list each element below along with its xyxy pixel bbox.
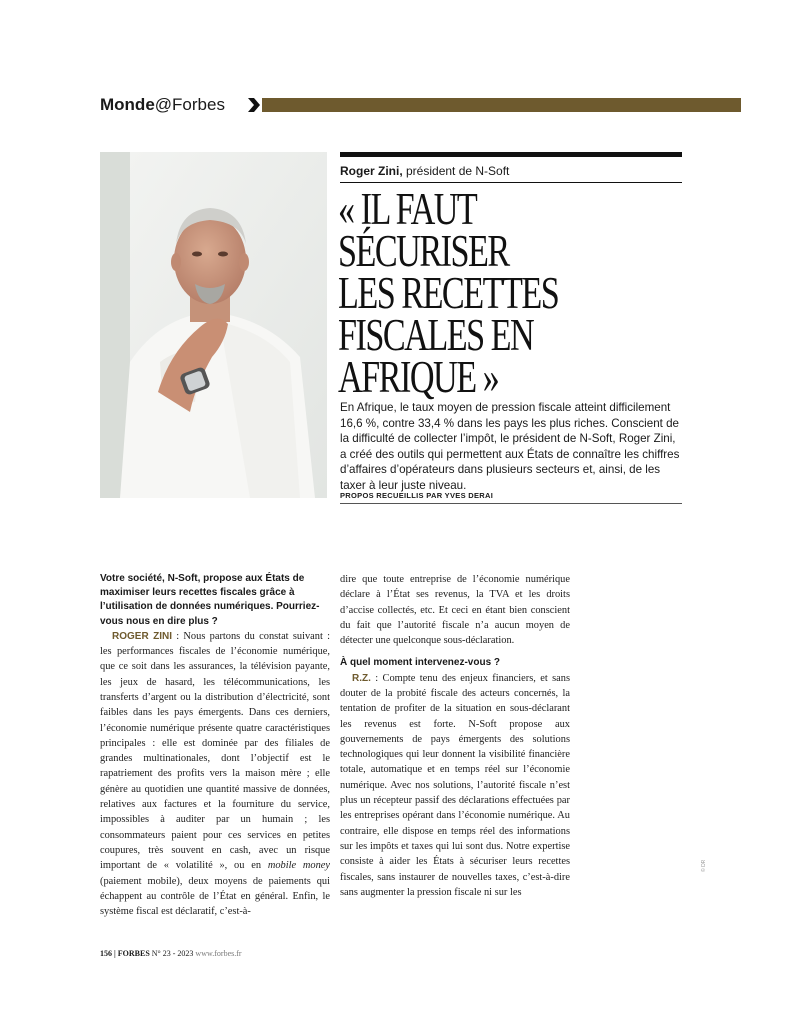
credit-rule [340,503,682,504]
question-2: À quel moment intervenez-vous ? [340,657,501,669]
section-header [100,94,741,116]
headline-line: « IL FAUT [338,184,477,234]
byline-role: président de N-Soft [402,164,510,178]
headline-line: LES RECETTES [338,268,559,318]
speaker-label: ROGER ZINI [112,630,173,642]
answer-2 [340,671,570,900]
page-footer [100,949,242,958]
byline-name: Roger Zini, [340,164,403,178]
answer-1-continued: dire que toute entreprise de l’économie numérique déclare à l’État ses revenus, la TVA et les droits d’accise collectés, etc. Et ceci en étant bien conscient du fait que l’autorité fiscale n’a aucun moyen de détecter une quelconque sous-déclaration. [340,574,570,647]
headline-top-rule [340,152,682,157]
byline-rule [340,182,682,183]
photo-credit: © DR [701,859,707,872]
footer-url: www.forbes.fr [195,949,242,958]
section-brand [100,94,225,116]
article-intro: En Afrique, le taux moyen de pression fiscale atteint difficilement 16,6 %, contre 33,4 % dans les pays les plus riches. Conscient de la difficulté de collecter l’impôt, le président de N-Soft, Roger Zini, a créé des outils qui permettent aux États de connaître les chiffres d’affaires d’opérateurs dans plusieurs secteurs et, ainsi, de les taxer à leur juste niveau. [340,401,680,492]
article-headline [338,184,612,402]
body-column-1 [100,572,330,919]
question-1: Votre société, N-Soft, propose aux États de maximiser leurs recettes fiscales grâce à l’utilisation de données numériques. Pourriez-vous nous en dire plus ? [100,573,320,627]
portrait-photo [100,152,327,498]
brand-bold: Monde [100,95,155,114]
header-rule [262,98,741,112]
byline [340,164,509,178]
portrait-illustration [100,152,327,498]
page-number: 156 | FORBES [100,949,150,958]
answer-2-text: : Compte tenu des enjeux financiers, et sans douter de la probité fiscale des acteurs concernés, la tentation de profiter de la situation en sous-déclarant les revenus est forte. N-Soft propose aux gouvernements de pays émergents des solutions technologiques qui leur donnent la visibilité financière totale, automatique et en temps réel sur l’économie numérique. Avec nos solutions, l’autorité fiscale n’est plus un récepteur passif des déclarations effectuées par les entreprises opérant dans l’économie numérique. Au contraire, elle dispose en temps réel des informations sur les impôts et taxes qui lui sont dus. Notre expertise consiste à aider les États à sécuriser leurs recettes fiscales, sans instaurer de nouvelles taxes, c’est-à-dire sans augmenter la pression fiscale ni sur les [340,672,570,898]
brand-light: @Forbes [154,95,225,114]
answer-1 [100,629,330,920]
interview-credit: PROPOS RECUEILLIS PAR YVES DERAI [340,491,494,500]
headline-line: FISCALES EN [338,310,534,360]
issue-number: N° 23 - 2023 [149,949,196,958]
answer-1-text-a: : Nous partons du constat suivant : les performances fiscales de l’économie numérique, que ce soit dans les assurances, la télévision payante, les jeux de hasard, les télécommunications, les transferts d’argent ou la distribution d’électricité, sont faibles dans les pays émergents. Dans ces derniers, l’économie numérique présente quatre caractéristiques principales : elle est dominée par des filiales de grandes multinationales, dont l’objectif est le rapatriement des profits vers la maison mère ; elle génère au quotidien une quantité massive de données, relatives aux factures et la fourniture du service, impossibles à auditer par un humain ; les consommateurs paient pour ces services en petites coupures, très souvent en cash, avec un risque important de « volatilité », ou en [100,630,330,872]
chevron-right-icon [248,98,260,112]
headline-line: SÉCURISER [338,226,509,276]
answer-1-italic: mobile money [267,860,330,872]
speaker-label: R.Z. [352,672,371,684]
headline-line: AFRIQUE » [338,352,499,402]
body-column-2 [340,572,570,900]
paragraph-gap [340,648,570,656]
answer-1-text-b: (paiement mobile), deux moyens de paiements qui échappent au contrôle de l’État en général. Enfin, le système fiscal est déclaratif, c’est-à- [100,875,330,918]
